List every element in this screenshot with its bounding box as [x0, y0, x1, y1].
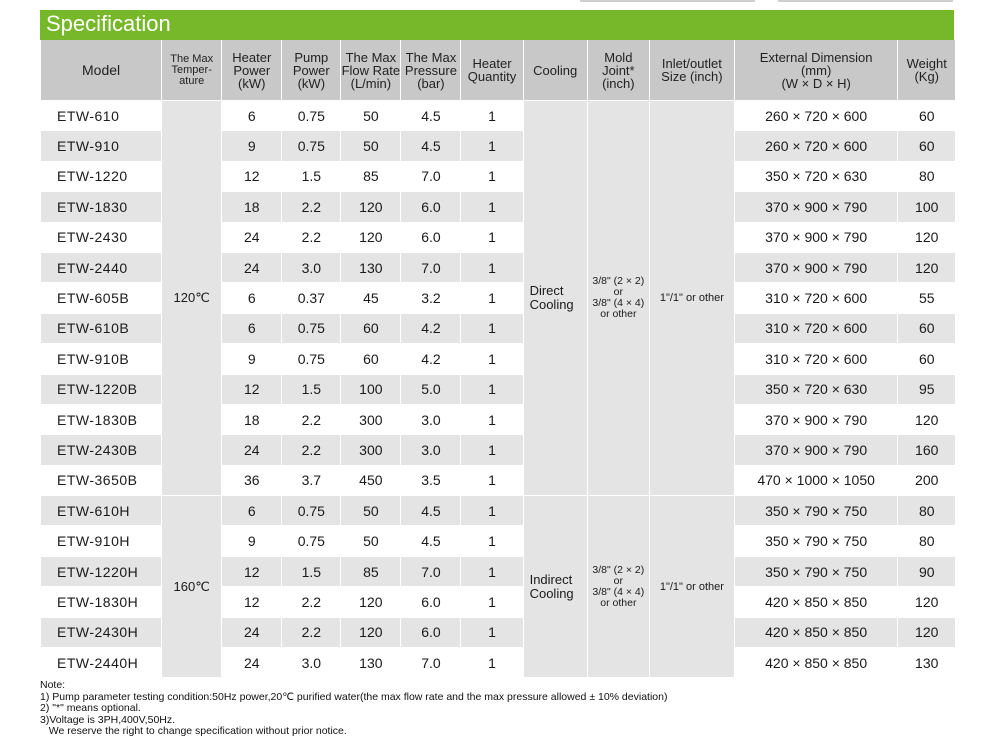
cell-pump-power: 0.75 [282, 526, 341, 556]
cell-heater-quantity: 1 [461, 435, 523, 465]
cell-dimension: 260 × 720 × 600 [734, 131, 898, 161]
header-max-pressure: The Max Pressure (bar) [401, 40, 461, 101]
cell-flow-rate: 130 [341, 648, 401, 678]
header-heater-power: Heater Power (kW) [222, 40, 282, 101]
cell-heater-quantity: 1 [461, 374, 523, 404]
cell-model: ETW-3650B [41, 465, 162, 495]
cell-pressure: 3.0 [401, 435, 461, 465]
page-title: Specification [46, 11, 171, 36]
cell-flow-rate: 300 [341, 435, 401, 465]
top-divider-line [778, 0, 953, 2]
cell-model: ETW-2430 [41, 222, 162, 252]
cell-pressure: 3.5 [401, 465, 461, 495]
cell-dimension: 310 × 720 × 600 [734, 283, 898, 313]
header-weight: Weight (Kg) [898, 40, 955, 101]
cell-dimension: 420 × 850 × 850 [734, 648, 898, 678]
cell-flow-rate: 85 [341, 556, 401, 586]
cell-weight: 120 [898, 252, 955, 282]
cell-pump-power: 1.5 [282, 374, 341, 404]
cell-model: ETW-1220 [41, 161, 162, 191]
note-line: We reserve the right to change specification without prior notice. [40, 725, 347, 737]
cell-pressure: 4.5 [401, 496, 461, 526]
cell-model: ETW-910 [41, 131, 162, 161]
cell-max-temperature: 160℃ [162, 496, 222, 678]
cell-model: ETW-2440H [41, 648, 162, 678]
cell-weight: 120 [898, 222, 955, 252]
cell-pump-power: 3.0 [282, 648, 341, 678]
cell-pressure: 4.2 [401, 344, 461, 374]
cell-flow-rate: 50 [341, 131, 401, 161]
cell-pump-power: 0.75 [282, 131, 341, 161]
cell-dimension: 370 × 900 × 790 [734, 404, 898, 434]
cell-heater-quantity: 1 [461, 283, 523, 313]
cell-heater-power: 24 [222, 617, 282, 647]
cell-flow-rate: 85 [341, 161, 401, 191]
cell-pressure: 6.0 [401, 222, 461, 252]
cell-heater-power: 24 [222, 222, 282, 252]
cell-model: ETW-910B [41, 344, 162, 374]
cell-dimension: 350 × 790 × 750 [734, 556, 898, 586]
cell-dimension: 370 × 900 × 790 [734, 435, 898, 465]
cell-weight: 95 [898, 374, 955, 404]
cell-pressure: 7.0 [401, 252, 461, 282]
cell-dimension: 260 × 720 × 600 [734, 101, 898, 131]
cell-model: ETW-610H [41, 496, 162, 526]
cell-weight: 90 [898, 556, 955, 586]
cell-heater-power: 9 [222, 344, 282, 374]
cell-flow-rate: 120 [341, 192, 401, 222]
cell-heater-power: 18 [222, 192, 282, 222]
cell-inlet-outlet: 1"/1" or other [649, 101, 734, 496]
cell-flow-rate: 100 [341, 374, 401, 404]
cell-flow-rate: 120 [341, 222, 401, 252]
cell-weight: 100 [898, 192, 955, 222]
cell-inlet-outlet: 1"/1" or other [649, 496, 734, 678]
cell-weight: 130 [898, 648, 955, 678]
cell-flow-rate: 50 [341, 496, 401, 526]
cell-heater-power: 9 [222, 131, 282, 161]
cell-heater-quantity: 1 [461, 556, 523, 586]
cell-heater-power: 9 [222, 526, 282, 556]
cell-heater-quantity: 1 [461, 496, 523, 526]
top-divider-line [580, 0, 755, 2]
cell-model: ETW-1830B [41, 404, 162, 434]
cell-pressure: 4.5 [401, 101, 461, 131]
cell-weight: 60 [898, 131, 955, 161]
note-heading: Note: [40, 679, 66, 691]
cell-pump-power: 2.2 [282, 617, 341, 647]
cell-heater-power: 12 [222, 374, 282, 404]
cell-flow-rate: 45 [341, 283, 401, 313]
header-cooling: Cooling [523, 40, 587, 101]
cell-weight: 80 [898, 526, 955, 556]
cell-model: ETW-1830 [41, 192, 162, 222]
cell-heater-quantity: 1 [461, 404, 523, 434]
cell-heater-power: 6 [222, 283, 282, 313]
cell-flow-rate: 60 [341, 313, 401, 343]
cell-pressure: 3.0 [401, 404, 461, 434]
specification-table [40, 40, 955, 677]
cell-model: ETW-2430H [41, 617, 162, 647]
cell-heater-quantity: 1 [461, 587, 523, 617]
header-inlet-outlet-size: Inlet/outlet Size (inch) [649, 40, 734, 101]
header-mold-joint: Mold Joint* (inch) [587, 40, 649, 101]
notes-section [40, 680, 667, 738]
cell-dimension: 470 × 1000 × 1050 [734, 465, 898, 495]
note-line: 2) "*" means optional. [40, 702, 141, 714]
cell-heater-quantity: 1 [461, 344, 523, 374]
cell-dimension: 350 × 790 × 750 [734, 526, 898, 556]
cell-dimension: 350 × 720 × 630 [734, 374, 898, 404]
cell-weight: 80 [898, 161, 955, 191]
specification-title-bar [40, 10, 954, 40]
cell-pressure: 6.0 [401, 587, 461, 617]
cell-heater-power: 12 [222, 587, 282, 617]
cell-pump-power: 2.2 [282, 404, 341, 434]
cell-heater-quantity: 1 [461, 131, 523, 161]
cell-weight: 120 [898, 404, 955, 434]
cell-heater-power: 24 [222, 648, 282, 678]
cell-pump-power: 2.2 [282, 222, 341, 252]
cell-pressure: 3.2 [401, 283, 461, 313]
cell-dimension: 370 × 900 × 790 [734, 222, 898, 252]
cell-weight: 120 [898, 587, 955, 617]
cell-pump-power: 2.2 [282, 192, 341, 222]
cell-flow-rate: 130 [341, 252, 401, 282]
cell-heater-quantity: 1 [461, 161, 523, 191]
cell-weight: 60 [898, 344, 955, 374]
cell-weight: 60 [898, 101, 955, 131]
cell-heater-quantity: 1 [461, 252, 523, 282]
cell-cooling: Direct Cooling [523, 101, 587, 496]
note-line: 1) Pump parameter testing condition:50Hz power,20℃ purified water(the max flow rate and the max pressure allowed ± 10% deviation) [40, 690, 668, 703]
cell-heater-quantity: 1 [461, 648, 523, 678]
cell-pressure: 6.0 [401, 192, 461, 222]
cell-dimension: 370 × 900 × 790 [734, 252, 898, 282]
cell-pressure: 7.0 [401, 648, 461, 678]
note-line: 3)Voltage is 3PH,400V,50Hz. [40, 713, 176, 726]
cell-weight: 120 [898, 617, 955, 647]
cell-model: ETW-2430B [41, 435, 162, 465]
cell-weight: 80 [898, 496, 955, 526]
cell-mold-joint: 3/8" (2 × 2) or 3/8" (4 × 4) or other [587, 101, 649, 496]
cell-dimension: 350 × 720 × 630 [734, 161, 898, 191]
cell-flow-rate: 300 [341, 404, 401, 434]
cell-mold-joint: 3/8" (2 × 2) or 3/8" (4 × 4) or other [587, 496, 649, 678]
cell-pressure: 6.0 [401, 617, 461, 647]
cell-pump-power: 0.75 [282, 101, 341, 131]
cell-pump-power: 0.75 [282, 496, 341, 526]
table-body [41, 101, 956, 678]
cell-pressure: 4.5 [401, 131, 461, 161]
cell-flow-rate: 50 [341, 526, 401, 556]
cell-weight: 55 [898, 283, 955, 313]
cell-heater-quantity: 1 [461, 101, 523, 131]
cell-heater-power: 6 [222, 313, 282, 343]
cell-model: ETW-610 [41, 101, 162, 131]
cell-dimension: 350 × 790 × 750 [734, 496, 898, 526]
cell-flow-rate: 120 [341, 617, 401, 647]
cell-model: ETW-910H [41, 526, 162, 556]
table-header-row [41, 40, 956, 101]
cell-heater-power: 24 [222, 252, 282, 282]
cell-heater-power: 12 [222, 556, 282, 586]
table-row [41, 101, 956, 131]
cell-model: ETW-610B [41, 313, 162, 343]
cell-pump-power: 2.2 [282, 587, 341, 617]
cell-heater-power: 6 [222, 101, 282, 131]
cell-pressure: 7.0 [401, 161, 461, 191]
cell-dimension: 310 × 720 × 600 [734, 344, 898, 374]
cell-model: ETW-2440 [41, 252, 162, 282]
cell-heater-quantity: 1 [461, 313, 523, 343]
cell-pump-power: 0.75 [282, 344, 341, 374]
cell-pressure: 5.0 [401, 374, 461, 404]
cell-heater-power: 12 [222, 161, 282, 191]
header-pump-power: Pump Power (kW) [282, 40, 341, 101]
table-row [41, 496, 956, 526]
cell-pump-power: 1.5 [282, 556, 341, 586]
header-flow-rate: The Max Flow Rate (L/min) [341, 40, 401, 101]
cell-pump-power: 0.37 [282, 283, 341, 313]
cell-flow-rate: 120 [341, 587, 401, 617]
cell-heater-quantity: 1 [461, 526, 523, 556]
cell-cooling: Indirect Cooling [523, 496, 587, 678]
cell-pressure: 4.5 [401, 526, 461, 556]
cell-dimension: 310 × 720 × 600 [734, 313, 898, 343]
cell-weight: 160 [898, 435, 955, 465]
cell-model: ETW-1220H [41, 556, 162, 586]
cell-heater-quantity: 1 [461, 222, 523, 252]
header-external-dimension: External Dimension (mm) (W × D × H) [734, 40, 898, 101]
cell-heater-power: 24 [222, 435, 282, 465]
cell-pump-power: 3.7 [282, 465, 341, 495]
cell-max-temperature: 120℃ [162, 101, 222, 496]
header-heater-quantity: Heater Quantity [461, 40, 523, 101]
cell-heater-quantity: 1 [461, 617, 523, 647]
cell-heater-power: 6 [222, 496, 282, 526]
cell-flow-rate: 450 [341, 465, 401, 495]
cell-heater-power: 18 [222, 404, 282, 434]
cell-pump-power: 0.75 [282, 313, 341, 343]
cell-pump-power: 1.5 [282, 161, 341, 191]
cell-flow-rate: 60 [341, 344, 401, 374]
cell-dimension: 370 × 900 × 790 [734, 192, 898, 222]
cell-pump-power: 3.0 [282, 252, 341, 282]
cell-dimension: 420 × 850 × 850 [734, 587, 898, 617]
cell-weight: 60 [898, 313, 955, 343]
cell-pressure: 7.0 [401, 556, 461, 586]
cell-model: ETW-1830H [41, 587, 162, 617]
cell-model: ETW-605B [41, 283, 162, 313]
cell-pump-power: 2.2 [282, 435, 341, 465]
cell-model: ETW-1220B [41, 374, 162, 404]
header-model: Model [41, 40, 162, 101]
cell-heater-quantity: 1 [461, 465, 523, 495]
cell-pressure: 4.2 [401, 313, 461, 343]
cell-heater-quantity: 1 [461, 192, 523, 222]
cell-flow-rate: 50 [341, 101, 401, 131]
cell-weight: 200 [898, 465, 955, 495]
header-max-temperature: The Max Temper- ature [162, 40, 222, 101]
cell-heater-power: 36 [222, 465, 282, 495]
cell-dimension: 420 × 850 × 850 [734, 617, 898, 647]
